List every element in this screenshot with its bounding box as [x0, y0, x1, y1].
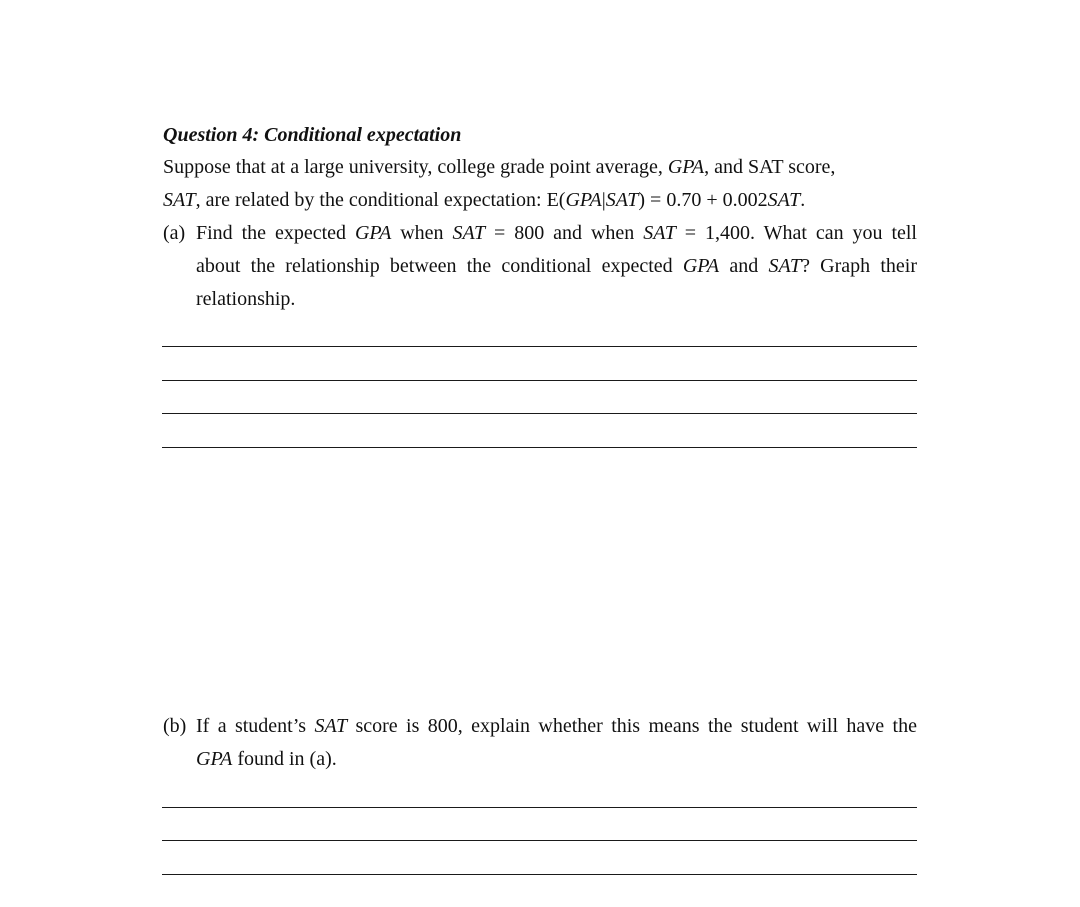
part-a-text: ? Graph their: [801, 255, 917, 277]
gpa-term: GPA: [667, 156, 705, 178]
question-title: Question 4: Conditional expectation: [163, 124, 462, 146]
intro-text: Suppose that at a large university, college grade point average,: [163, 156, 668, 178]
part-a-text: = 800 and when: [485, 222, 644, 244]
part-b-label: (b): [163, 715, 187, 737]
sat-term: SAT: [314, 715, 348, 737]
part-b-text: score is 800, explain whether this means the student will have the: [347, 715, 917, 737]
intro-line-2: [163, 188, 805, 212]
period: .: [800, 189, 806, 211]
answer-line-a-2[interactable]: [162, 380, 917, 381]
part-a-text: when: [391, 222, 453, 244]
sat-term: SAT: [452, 222, 486, 244]
intro-line-1: [163, 155, 835, 179]
gpa-term: GPA: [354, 222, 392, 244]
sat-term: SAT: [767, 189, 801, 211]
gpa-term: GPA: [565, 189, 602, 211]
part-b-text: found in (a).: [232, 748, 337, 770]
part-b-text: If a student’s: [196, 715, 315, 737]
gpa-term: GPA: [682, 255, 720, 277]
answer-line-b-1[interactable]: [162, 807, 917, 808]
sat-term: SAT: [768, 255, 802, 277]
part-a-line-3: relationship.: [196, 288, 296, 310]
intro-text: , and SAT score,: [704, 156, 836, 178]
answer-line-a-1[interactable]: [162, 346, 917, 347]
part-a-text: and: [719, 255, 769, 277]
part-a-text: Find the expected: [196, 222, 355, 244]
answer-line-a-3[interactable]: [162, 413, 917, 414]
part-a-text: = 1,400. What can you tell: [675, 222, 917, 244]
conditional-bar: |: [601, 189, 606, 211]
sat-term: SAT: [163, 189, 196, 211]
part-b-line-1: [196, 714, 917, 738]
gpa-term: GPA: [196, 748, 233, 770]
sat-term: SAT: [643, 222, 676, 244]
sat-term: SAT: [605, 189, 639, 211]
intro-text: , are related by the conditional expectation: E(: [195, 189, 566, 211]
part-a-label: (a): [163, 222, 186, 244]
part-a-text: about the relationship between the conditional expected: [196, 255, 683, 277]
part-a-line-1: [196, 221, 917, 245]
answer-line-a-4[interactable]: [162, 447, 917, 448]
part-a-line-2: [196, 254, 917, 278]
answer-line-b-3[interactable]: [162, 874, 917, 875]
part-b-line-2: [196, 747, 917, 771]
equation-text: ) = 0.70 + 0.002: [638, 189, 768, 211]
answer-line-b-2[interactable]: [162, 840, 917, 841]
graph-area[interactable]: [162, 460, 917, 700]
